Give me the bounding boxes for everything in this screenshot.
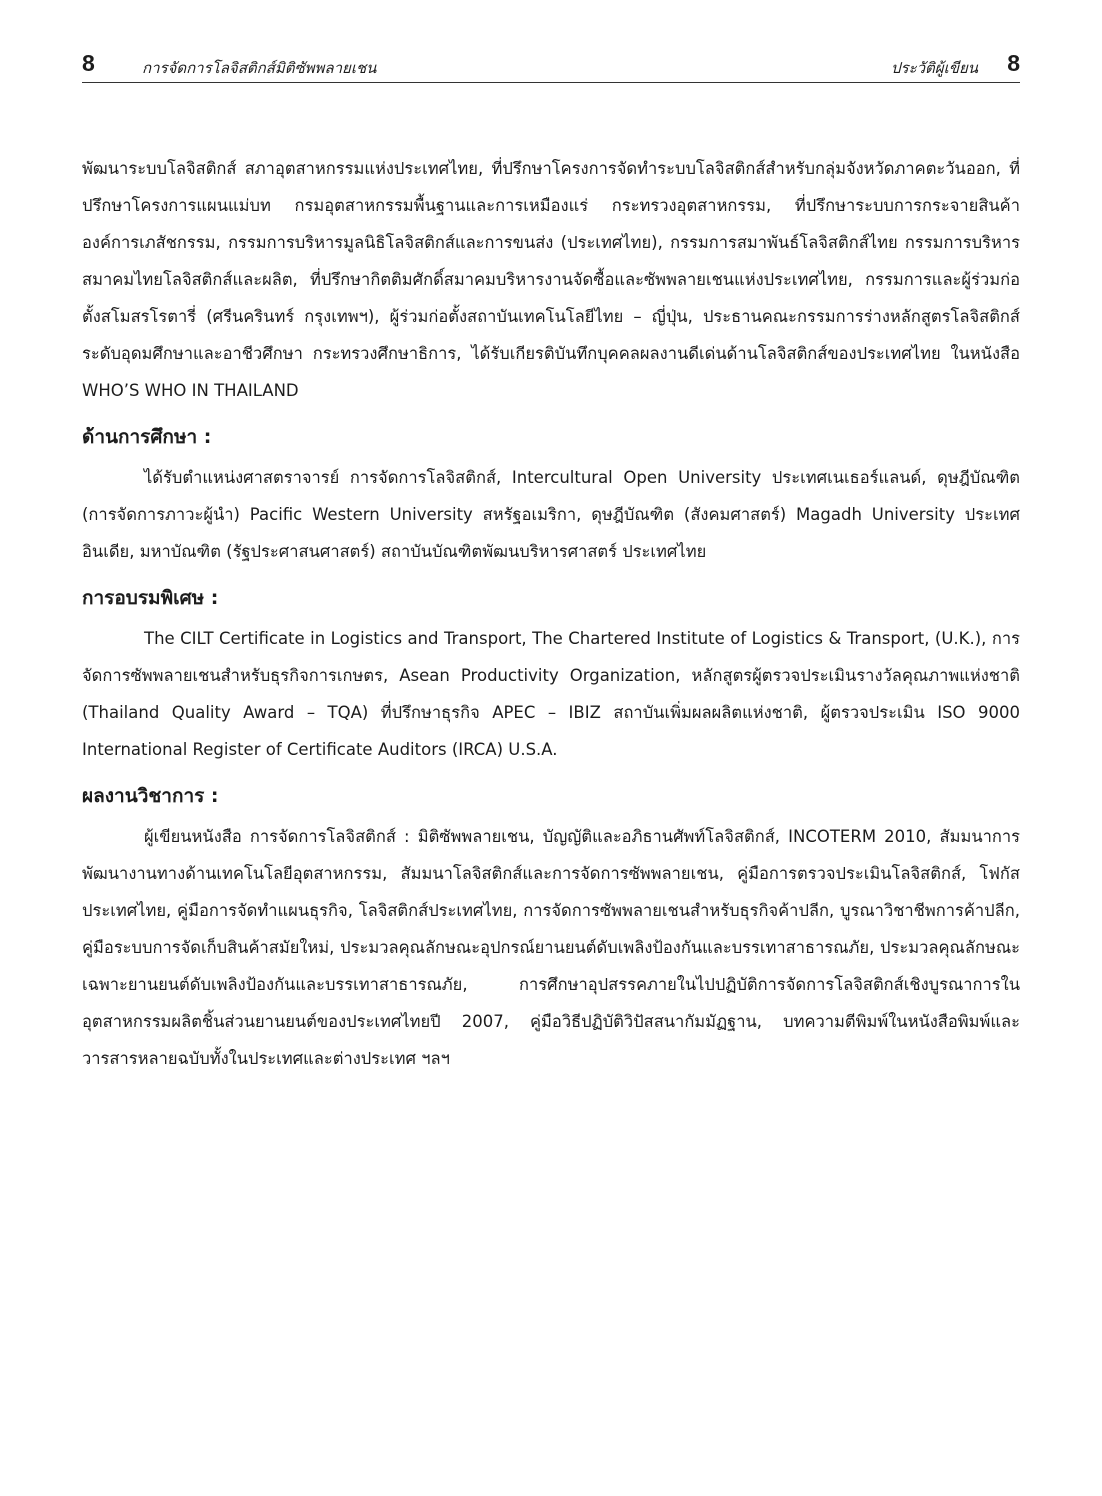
page-header xyxy=(82,46,1020,83)
section-heading-academic-works: ผลงานวิชาการ : xyxy=(82,785,219,807)
section-heading-training: การอบรมพิเศษ : xyxy=(82,587,219,609)
chapter-title: ประวัติผู้เขียน xyxy=(890,59,978,77)
section-body-education: ได้รับตำแหน่งศาสตราจารย์ การจัดการโลจิสติกส์, Intercultural Open University ประเทศเนเธอร์แลนด์, ดุษฎีบัณฑิต (การจัดการภาวะผู้นำ) Pacific Western University สหรัฐอเมริกา, ดุษฎีบัณฑิต (สังคมศาสตร์) Magadh University ประเทศอินเดีย, มหาบัณฑิต (รัฐประศาสนศาสตร์) สถาบันบัณฑิตพัฒนบริหารศาสตร์ ประเทศไทย xyxy=(82,468,1021,561)
section-body-academic-works: ผู้เขียนหนังสือ การจัดการโลจิสติกส์ : มิติซัพพลายเชน, บัญญัติและอภิธานศัพท์โลจิสติกส์, INCOTERM 2010, สัมมนาการพัฒนางานทางด้านเทคโนโลยีอุตสาหกรรม, สัมมนาโลจิสติกส์และการจัดการซัพพลายเชน, คู่มือการตรวจประเมินโลจิสติกส์, โฟกัสประเทศไทย, คู่มือการจัดทำแผนธุรกิจ, โลจิสติกส์ประเทศไทย, การจัดการซัพพลายเชนสำหรับธุรกิจค้าปลีก, บูรณาวิชาชีพการค้าปลีก, คู่มือระบบการจัดเก็บสินค้าสมัยใหม่, ประมวลคุณลักษณะอุปกรณ์ยานยนต์ดับเพลิงป้องกันและบรรเทาสาธารณภัย, ประมวลคุณลักษณะเฉพาะยานยนต์ดับเพลิงป้องกันและบรรเทาสาธารณภัย, การศึกษาอุปสรรคภายในไปปฏิบัติการจัดการโลจิสติกส์เชิงบูรณาการในอุตสาหกรรมผลิตชิ้นส่วนยานยนต์ของประเทศไทยปี 2007, คู่มือวิธีปฏิบัติวิปัสสนากัมมัฏฐาน, บทความตีพิมพ์ในหนังสือพิมพ์และวารสารหลายฉบับทั้งในประเทศและต่างประเทศ ฯลฯ xyxy=(82,827,1020,1068)
section-body-training: The CILT Certificate in Logistics and Transport, The Chartered Institute of Logistics & Transport, (U.K.), การจัดการซัพพลายเชนสำหรับธุรกิจการเกษตร, Asean Productivity Organization, หลักสูตรผู้ตรวจประเมินรางวัลคุณภาพแห่งชาติ (Thailand Quality Award – TQA) ที่ปรึกษาธุรกิจ APEC – IBIZ สถาบันเพิ่มผลผลิตแห่งชาติ, ผู้ตรวจประเมิน ISO 9000 International Register of Certificate Auditors (IRCA) U.S.A. xyxy=(82,629,1020,759)
section-heading-education: ด้านการศึกษา : xyxy=(82,426,212,448)
intro-paragraph: พัฒนาระบบโลจิสติกส์ สภาอุตสาหกรรมแห่งประเทศไทย, ที่ปรึกษาโครงการจัดทำระบบโลจิสติกส์สำหรับกลุ่มจังหวัดภาคตะวันออก, ที่ปรึกษาโครงการแผนแม่บท กรมอุตสาหกรรมพื้นฐานและการเหมืองแร่ กระทรวงอุตสาหกรรม, ที่ปรึกษาระบบการกระจายสินค้า องค์การเภสัชกรรม, กรรมการบริหารมูลนิธิโลจิสติกส์และการขนส่ง (ประเทศไทย), กรรมการสมาพันธ์โลจิสติกส์ไทย กรรมการบริหารสมาคมไทยโลจิสติกส์และผลิต, ที่ปรึกษากิตติมศักดิ์สมาคมบริหารงานจัดซื้อและซัพพลายเชนแห่งประเทศไทย, กรรมการและผู้ร่วมก่อตั้งสโมสรโรตารี่ (ศรีนครินทร์ กรุงเทพฯ), ผู้ร่วมก่อตั้งสถาบันเทคโนโลยีไทย – ญี่ปุ่น, ประธานคณะกรรมการร่างหลักสูตรโลจิสติกส์ระดับอุดมศึกษาและอาชีวศึกษา กระทรวงศึกษาธิการ, ได้รับเกียรติบันทึกบุคคลผลงานดีเด่นด้านโลจิสติกส์ของประเทศไทย ในหนังสือ WHO’S WHO IN THAILAND xyxy=(82,159,1020,400)
page-number-left: 8 xyxy=(82,50,95,76)
book-title: การจัดการโลจิสติกส์มิติซัพพลายเชน xyxy=(142,59,377,77)
page-number-right: 8 xyxy=(1007,50,1020,76)
page-body xyxy=(82,150,1020,1077)
